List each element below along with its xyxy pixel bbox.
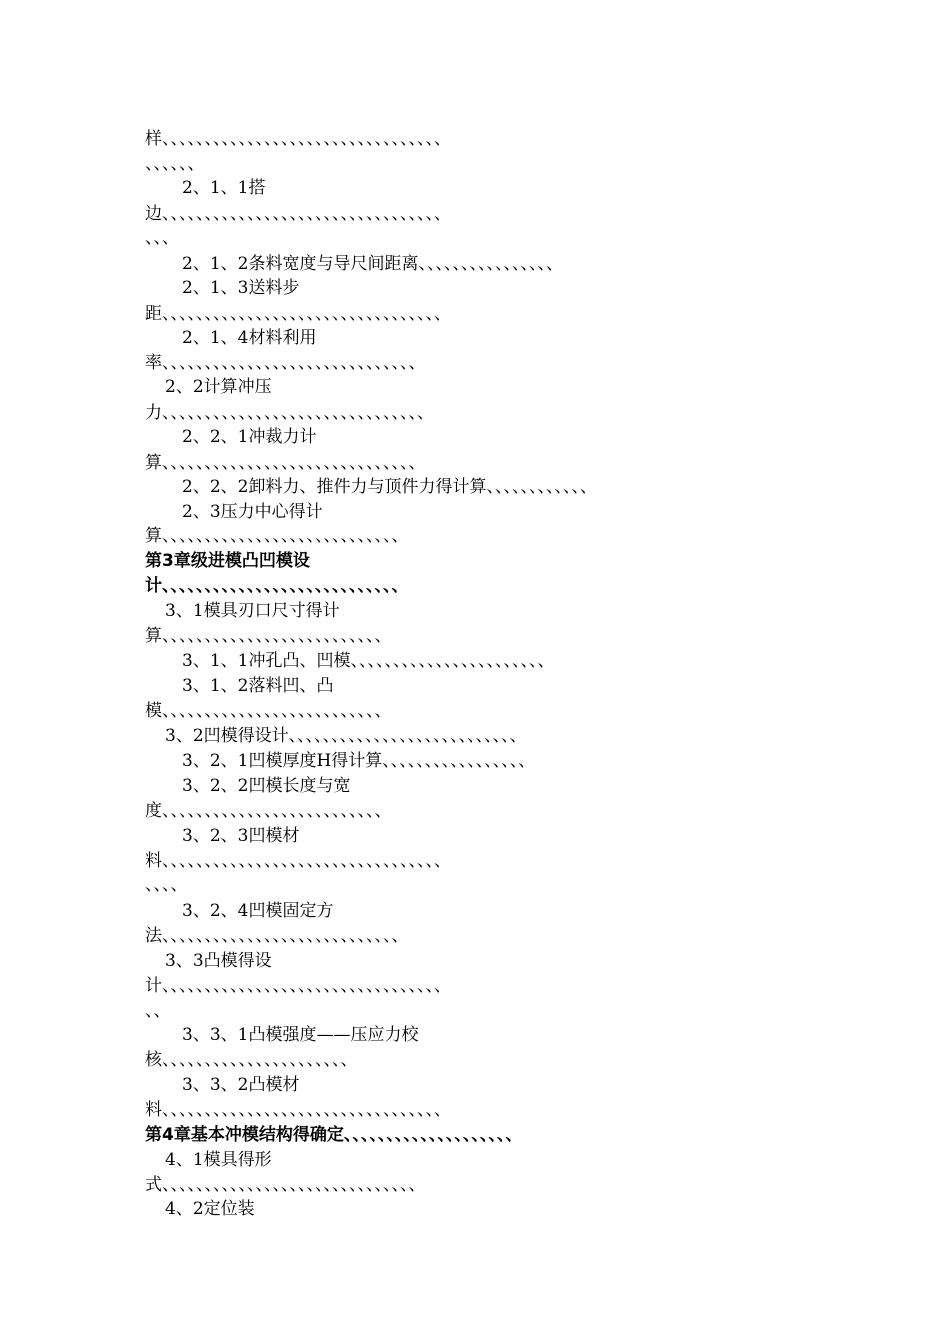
- toc-entry: 3、2、1凹模厚度H得计算、、、、、、、、、、、、、、、、、: [182, 751, 536, 771]
- toc-entry: 3、2、2凹模长度与宽: [182, 776, 351, 796]
- toc-line-continuation: 距、、、、、、、、、、、、、、、、、、、、、、、、、、、、、、、、、: [145, 304, 451, 324]
- toc-entry: 2、3压力中心得计: [182, 502, 323, 522]
- toc-entry: 4、1模具得形: [165, 1150, 272, 1170]
- toc-entry: 3、2、3凹模材: [182, 826, 300, 846]
- toc-line-continuation: 算、、、、、、、、、、、、、、、、、、、、、、、、、、: [145, 626, 392, 646]
- toc-line-continuation: 力、、、、、、、、、、、、、、、、、、、、、、、、、、、、、、、: [145, 403, 434, 423]
- toc-line-continuation: 法、、、、、、、、、、、、、、、、、、、、、、、、、、、、: [145, 926, 409, 946]
- toc-line-continuation: 、、: [145, 1001, 171, 1021]
- toc-entry: 2、1、1搭: [182, 178, 266, 198]
- toc-entry: 3、1、1冲孔凸、凹模、、、、、、、、、、、、、、、、、、、、、、、: [182, 651, 555, 671]
- toc-entry: 3、3、1凸模强度——压应力校: [182, 1025, 419, 1045]
- toc-line-continuation: 边、、、、、、、、、、、、、、、、、、、、、、、、、、、、、、、、、: [145, 204, 451, 224]
- toc-entry: 3、1模具刃口尺寸得计: [165, 601, 340, 621]
- toc-entry: 2、2、1冲裁力计: [182, 427, 317, 447]
- toc-line-continuation: 算、、、、、、、、、、、、、、、、、、、、、、、、、、、、、、: [145, 453, 426, 473]
- toc-chapter-heading: 计、、、、、、、、、、、、、、、、、、、、、、、、、、、、: [145, 576, 409, 596]
- toc-line-continuation: 、、、: [145, 228, 179, 248]
- toc-chapter-heading: 第4章基本冲模结构得确定、、、、、、、、、、、、、、、、、、、、: [145, 1125, 523, 1145]
- toc-entry: 3、2、4凹模固定方: [182, 901, 334, 921]
- toc-line-continuation: 、、、、: [145, 875, 188, 895]
- toc-line-continuation: 料、、、、、、、、、、、、、、、、、、、、、、、、、、、、、、、、、: [145, 1100, 451, 1120]
- toc-entry: 4、2定位装: [165, 1199, 255, 1219]
- toc-entry: 2、1、4材料利用: [182, 328, 317, 348]
- toc-entry: 2、1、3送料步: [182, 278, 300, 298]
- toc-entry: 3、3、2凸模材: [182, 1075, 300, 1095]
- toc-line-continuation: 式、、、、、、、、、、、、、、、、、、、、、、、、、、、、、、: [145, 1175, 426, 1195]
- toc-entry: 3、2凹模得设计、、、、、、、、、、、、、、、、、、、、、、、、、、、: [165, 726, 527, 746]
- toc-chapter-heading: 第3章级进模凸凹模设: [145, 551, 310, 571]
- toc-line-continuation: 料、、、、、、、、、、、、、、、、、、、、、、、、、、、、、、、、、: [145, 851, 451, 871]
- toc-line-continuation: 计、、、、、、、、、、、、、、、、、、、、、、、、、、、、、、、、、: [145, 976, 451, 996]
- toc-line-continuation: 、、、、、、: [145, 154, 205, 174]
- toc-line-continuation: 核、、、、、、、、、、、、、、、、、、、、、、: [145, 1050, 358, 1070]
- toc-entry: 2、1、2条料宽度与导尺间距离、、、、、、、、、、、、、、、、: [182, 254, 563, 274]
- toc-line-continuation: 率、、、、、、、、、、、、、、、、、、、、、、、、、、、、、、: [145, 353, 426, 373]
- toc-entry: 2、2、2卸料力、推件力与顶件力得计算、、、、、、、、、、、、: [182, 477, 597, 497]
- toc-entry: 3、1、2落料凹、凸: [182, 676, 334, 696]
- toc-line-continuation: 算、、、、、、、、、、、、、、、、、、、、、、、、、、、、: [145, 526, 409, 546]
- toc-line-continuation: 模、、、、、、、、、、、、、、、、、、、、、、、、、、: [145, 701, 392, 721]
- toc-line-continuation: 样、、、、、、、、、、、、、、、、、、、、、、、、、、、、、、、、、: [145, 129, 451, 149]
- toc-line-continuation: 度、、、、、、、、、、、、、、、、、、、、、、、、、、: [145, 801, 392, 821]
- toc-entry: 2、2计算冲压: [165, 377, 272, 397]
- toc-entry: 3、3凸模得设: [165, 951, 272, 971]
